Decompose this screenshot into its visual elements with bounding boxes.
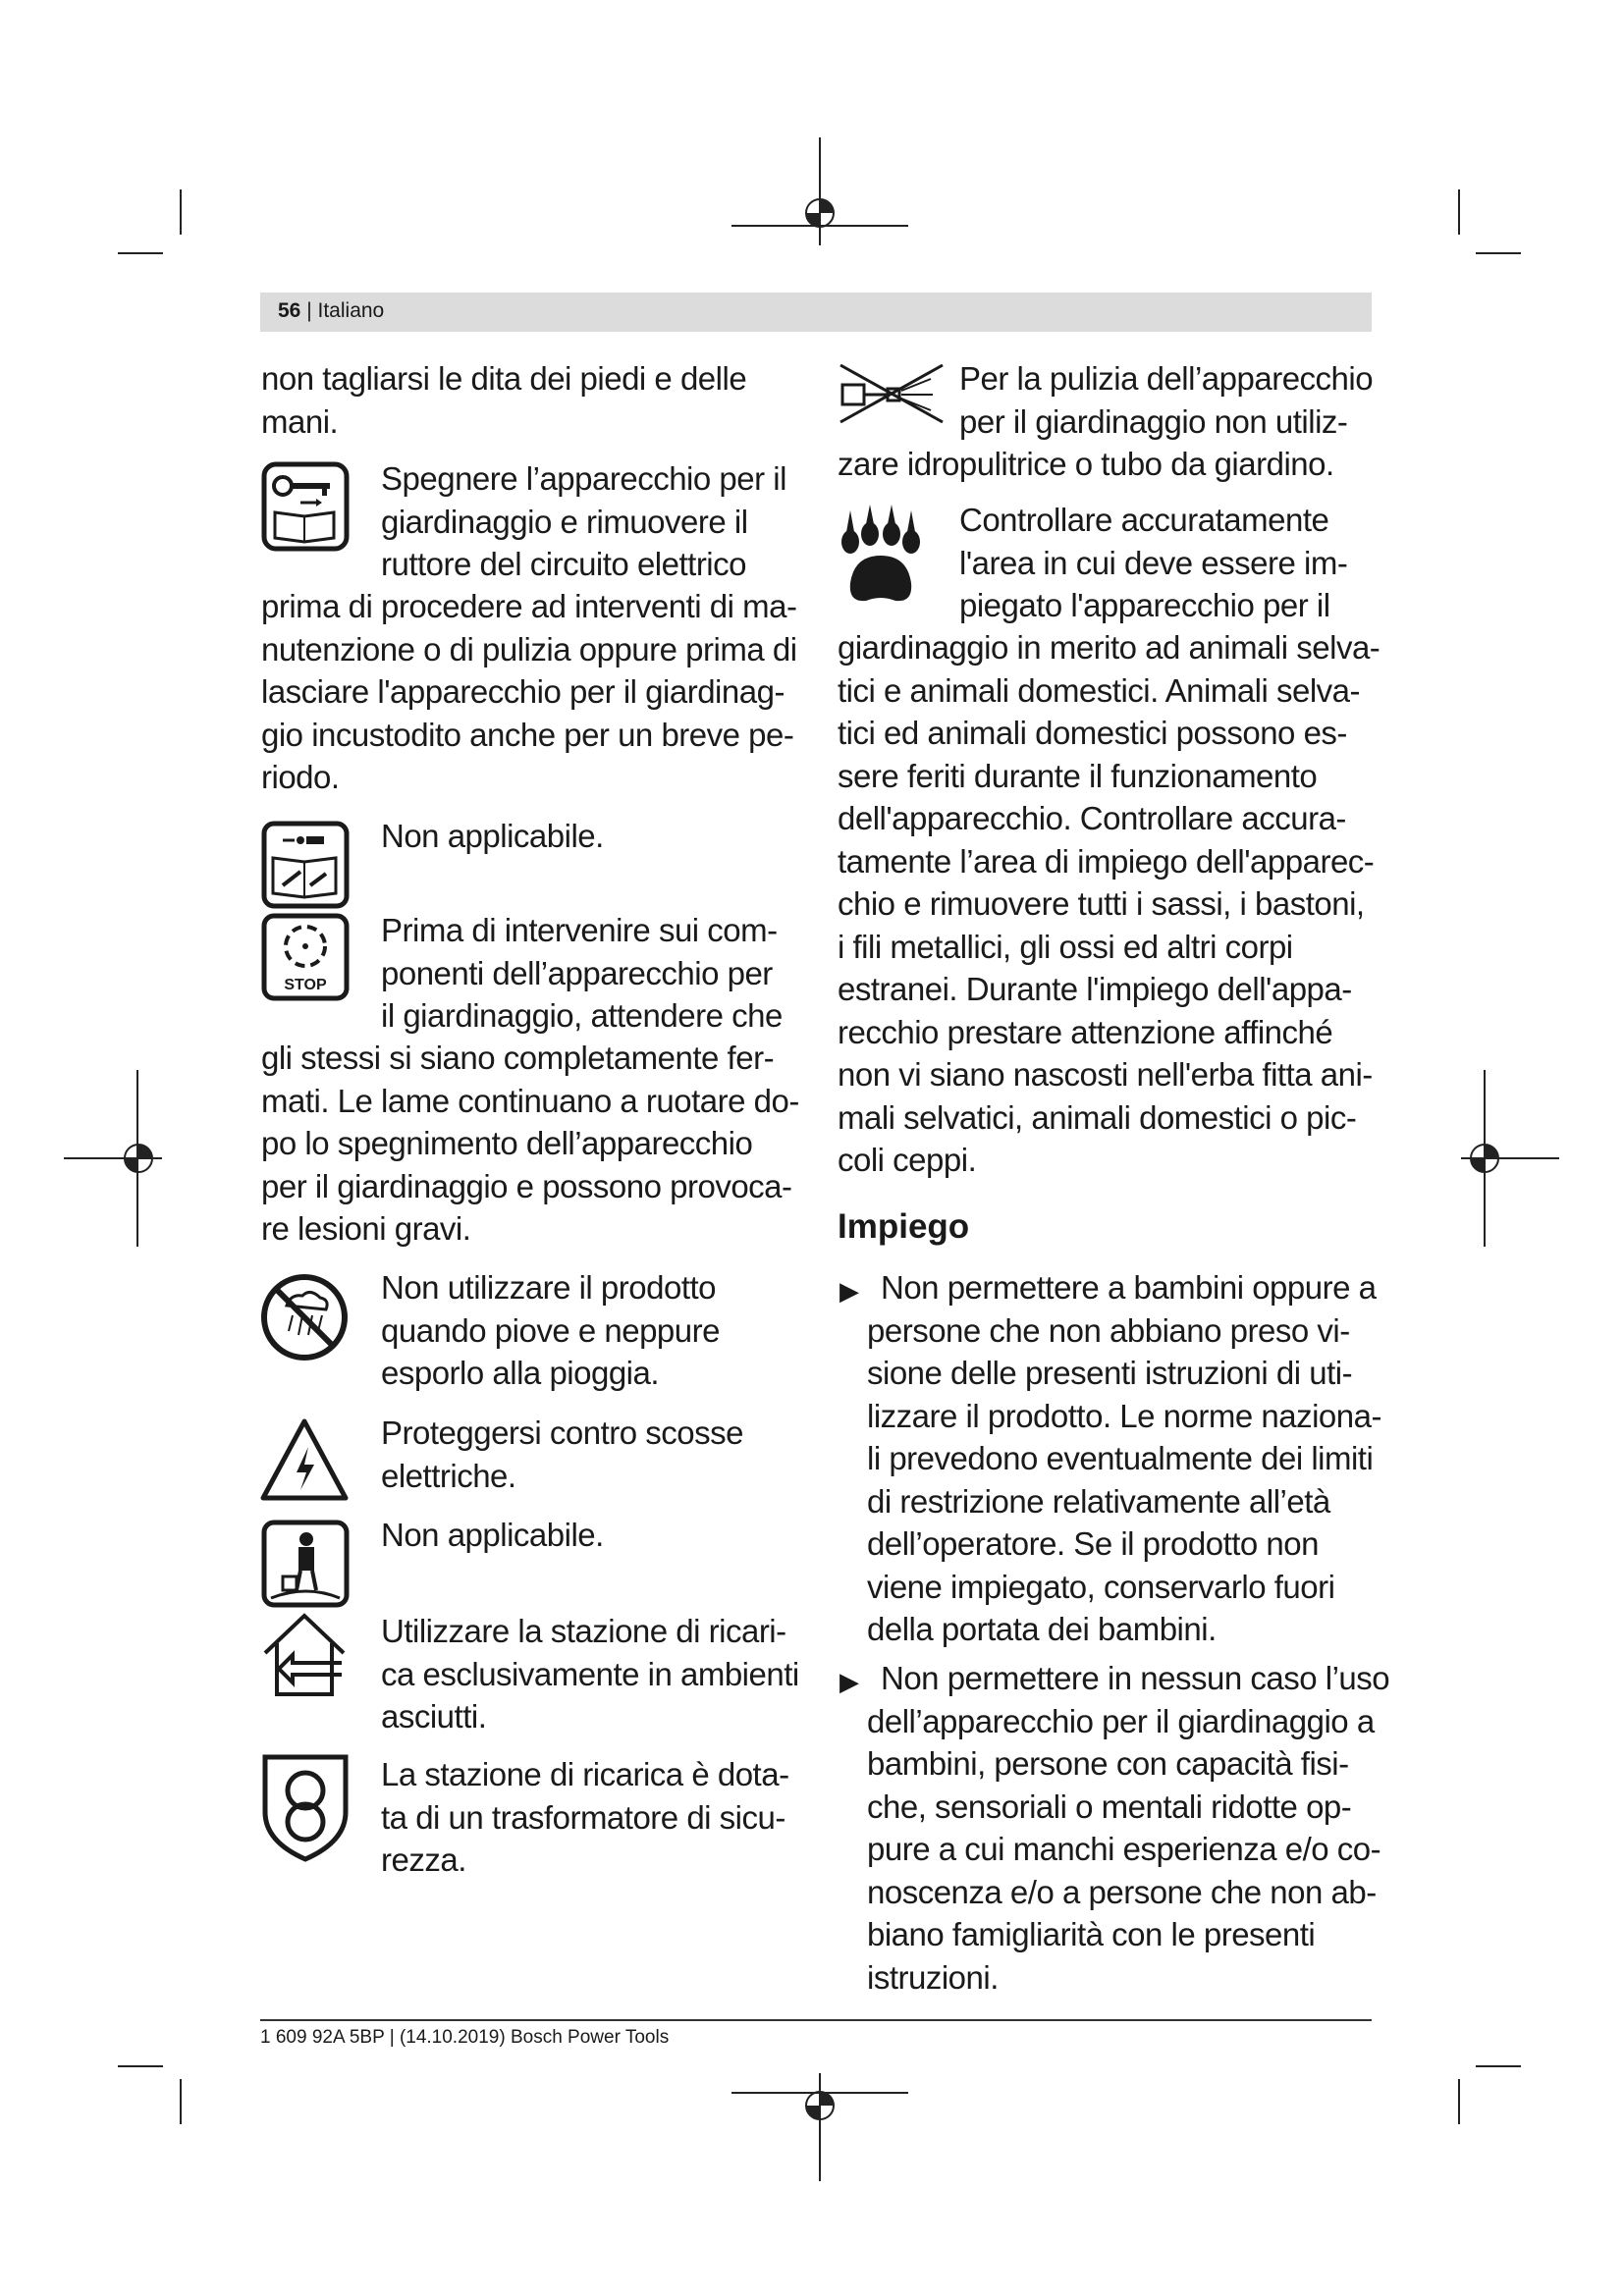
text-line: La stazione di ricarica è dota- xyxy=(381,1756,789,1792)
text-line: giardinaggio e rimuovere il xyxy=(381,503,748,540)
text-line: riodo. xyxy=(261,759,340,795)
text-line: po lo spegnimento dell’apparecchio xyxy=(261,1125,753,1161)
text-line: nutenzione o di pulizia oppure prima di xyxy=(261,630,797,667)
text-line: li prevedono eventualmente dei limiti xyxy=(867,1440,1374,1476)
text-line: persone che non abbiano preso vi- xyxy=(867,1311,1350,1349)
crop-mark xyxy=(118,252,163,254)
text-line: ca esclusivamente in ambienti xyxy=(381,1655,799,1692)
key-manual-icon xyxy=(261,461,350,552)
left-paragraph-2-indented xyxy=(381,457,786,586)
operator-distance-icon xyxy=(261,1520,350,1608)
text-line: lizzare il prodotto. Le norme naziona- xyxy=(867,1397,1381,1434)
text-line: mati. Le lame continuano a ruotare do- xyxy=(261,1082,799,1119)
text-line: Utilizzare la stazione di ricari- xyxy=(381,1613,786,1649)
text-line: dell’apparecchio per il giardinaggio a xyxy=(867,1702,1375,1739)
text-line: che, sensoriali o mentali ridotte op- xyxy=(867,1788,1352,1825)
header-language: Italiano xyxy=(317,299,385,322)
left-paragraph-6 xyxy=(381,1412,743,1497)
text-line: rezza. xyxy=(381,1842,466,1878)
left-paragraph-4 xyxy=(261,1037,799,1251)
text-line: non vi siano nascosti nell'erba fitta ani- xyxy=(838,1056,1373,1093)
text-line: per il giardinaggio e possono provoca- xyxy=(261,1167,792,1204)
crop-mark xyxy=(118,2065,163,2067)
page-header xyxy=(260,293,1372,332)
text-line: bambini, persone con capacità fisi- xyxy=(867,1745,1349,1782)
text-line: della portata dei bambini. xyxy=(867,1611,1217,1647)
text-line: Non utilizzare il prodotto xyxy=(381,1269,717,1306)
text-line: ponenti dell’apparecchio per xyxy=(381,954,773,991)
stop-label: STOP xyxy=(284,977,327,993)
footer-doc-id: 1 609 92A 5BP xyxy=(260,2027,385,2048)
footer-brand: Bosch Power Tools xyxy=(510,2027,670,2048)
left-paragraph-7: Non applicabile. xyxy=(381,1517,604,1553)
text-line: noscenza e/o a persone che non ab- xyxy=(867,1873,1377,1910)
manual-maintenance-icon xyxy=(261,821,350,909)
left-paragraph-5 xyxy=(381,1266,720,1395)
text-line: viene impiegato, conservarlo fuori xyxy=(867,1568,1335,1605)
text-line: chio e rimuovere tutti i sassi, i bastoni, xyxy=(838,885,1365,922)
paw-print-icon xyxy=(837,505,925,607)
section-heading: Impiego xyxy=(838,1207,970,1246)
text-line: piegato l'apparecchio per il xyxy=(959,587,1330,623)
text-line: mali selvatici, animali domestici o pic- xyxy=(838,1098,1357,1136)
page-footer: 1 609 92A 5BP | (14.10.2019) Bosch Power Tools xyxy=(260,2027,670,2048)
text-line: i fili metallici, gli ossi ed altri corpi xyxy=(838,928,1293,965)
registration-mark-icon xyxy=(731,2073,908,2181)
text-line: il giardinaggio, attendere che xyxy=(381,997,783,1034)
text-line: biano famigliarità con le presenti xyxy=(867,1916,1316,1952)
crop-mark xyxy=(1458,189,1460,235)
text-line: mani. xyxy=(261,402,339,440)
text-line: dell'apparecchio. Controllare accura- xyxy=(838,800,1346,836)
right-paragraph-2 xyxy=(838,626,1380,1182)
left-paragraph-4-indented xyxy=(381,909,783,1038)
text-line: Non permettere a bambini oppure a xyxy=(881,1269,1377,1306)
text-line: quando piove e neppure xyxy=(381,1311,720,1349)
text-line: pure a cui manchi esperienza e/o co- xyxy=(867,1831,1381,1867)
bullet-item-1 xyxy=(867,1266,1381,1651)
crop-mark xyxy=(1458,2079,1460,2124)
text-line: asciutti. xyxy=(381,1698,487,1735)
text-line: sere feriti durante il funzionamento xyxy=(838,757,1318,794)
footer-divider xyxy=(260,2019,1372,2021)
crop-mark xyxy=(180,189,182,235)
crop-mark xyxy=(1476,252,1521,254)
text-line: re lesioni gravi. xyxy=(261,1210,471,1247)
crop-mark xyxy=(180,2079,182,2124)
left-paragraph-1 xyxy=(261,357,746,443)
text-line: Controllare accuratamente xyxy=(959,502,1329,538)
page-number: 56 xyxy=(278,299,301,322)
text-line: lasciare l'apparecchio per il giardinag- xyxy=(261,673,785,710)
text-line: Spegnere l’apparecchio per il xyxy=(381,460,786,497)
text-line: elettriche. xyxy=(381,1457,516,1494)
text-line: coli ceppi. xyxy=(838,1142,977,1178)
text-line: Proteggersi contro scosse xyxy=(381,1415,744,1451)
text-line: dell’operatore. Se il prodotto non xyxy=(867,1525,1319,1562)
crop-mark xyxy=(1476,2065,1521,2067)
text-line: giardinaggio in merito ad animali selva- xyxy=(838,629,1380,666)
text-line: l'area in cui deve essere im- xyxy=(959,544,1348,581)
bullet-icon: ▶ xyxy=(839,1667,859,1696)
page-number-row xyxy=(278,299,384,323)
right-paragraph-1 xyxy=(838,443,1334,486)
text-line: prima di procedere ad interventi di ma- xyxy=(261,588,797,624)
text-line: sione delle presenti istruzioni di uti- xyxy=(867,1355,1353,1391)
text-line: istruzioni. xyxy=(867,1958,999,1996)
text-line: Prima di intervenire sui com- xyxy=(381,912,778,948)
safety-transformer-icon xyxy=(261,1753,350,1863)
stop-rotating-icon xyxy=(261,913,350,1001)
left-paragraph-3: Non applicabile. xyxy=(381,818,604,854)
text-line: tamente l’area di impiego dell'apparec- xyxy=(838,842,1375,880)
footer-date: (14.10.2019) xyxy=(399,2027,506,2048)
left-paragraph-9 xyxy=(381,1753,789,1882)
no-pressure-washer-icon xyxy=(837,359,947,428)
right-paragraph-2-indented xyxy=(959,499,1347,627)
text-line: ta di un trasformatore di sicu- xyxy=(381,1798,785,1836)
text-line: Per la pulizia dell’apparecchio xyxy=(959,360,1374,397)
text-line: per il giardinaggio non utiliz- xyxy=(959,402,1348,440)
text-line: tici e animali domestici. Animali selva- xyxy=(838,671,1361,709)
electric-shock-warning-icon xyxy=(259,1417,350,1502)
text-line: zare idropulitrice o tubo da giardino. xyxy=(838,446,1334,482)
left-paragraph-2 xyxy=(261,585,797,799)
text-line: estranei. Durante l'impiego dell'appa- xyxy=(838,971,1352,1007)
registration-mark-icon xyxy=(64,1070,162,1247)
registration-mark-icon xyxy=(731,137,908,245)
text-line: gli stessi si siano completamente fer- xyxy=(261,1040,775,1076)
text-line: di restrizione relativamente all’età xyxy=(867,1482,1330,1520)
text-line: non tagliarsi le dita dei piedi e delle xyxy=(261,360,747,397)
no-rain-icon xyxy=(259,1272,350,1362)
bullet-item-2 xyxy=(867,1657,1389,1999)
right-paragraph-1-indented xyxy=(959,357,1373,443)
text-line: tici ed animali domestici possono es- xyxy=(838,715,1347,751)
header-separator: | xyxy=(306,299,312,322)
bullet-icon: ▶ xyxy=(839,1276,859,1306)
text-line: recchio prestare attenzione affinché xyxy=(838,1013,1333,1050)
left-paragraph-8 xyxy=(381,1610,799,1738)
text-line: esporlo alla pioggia. xyxy=(381,1355,660,1391)
registration-mark-icon xyxy=(1461,1070,1559,1247)
text-line: Non permettere in nessun caso l’uso xyxy=(881,1660,1390,1696)
indoor-use-icon xyxy=(257,1610,352,1700)
text-line: gio incustodito anche per un breve pe- xyxy=(261,716,794,753)
text-line: ruttore del circuito elettrico xyxy=(381,546,746,582)
